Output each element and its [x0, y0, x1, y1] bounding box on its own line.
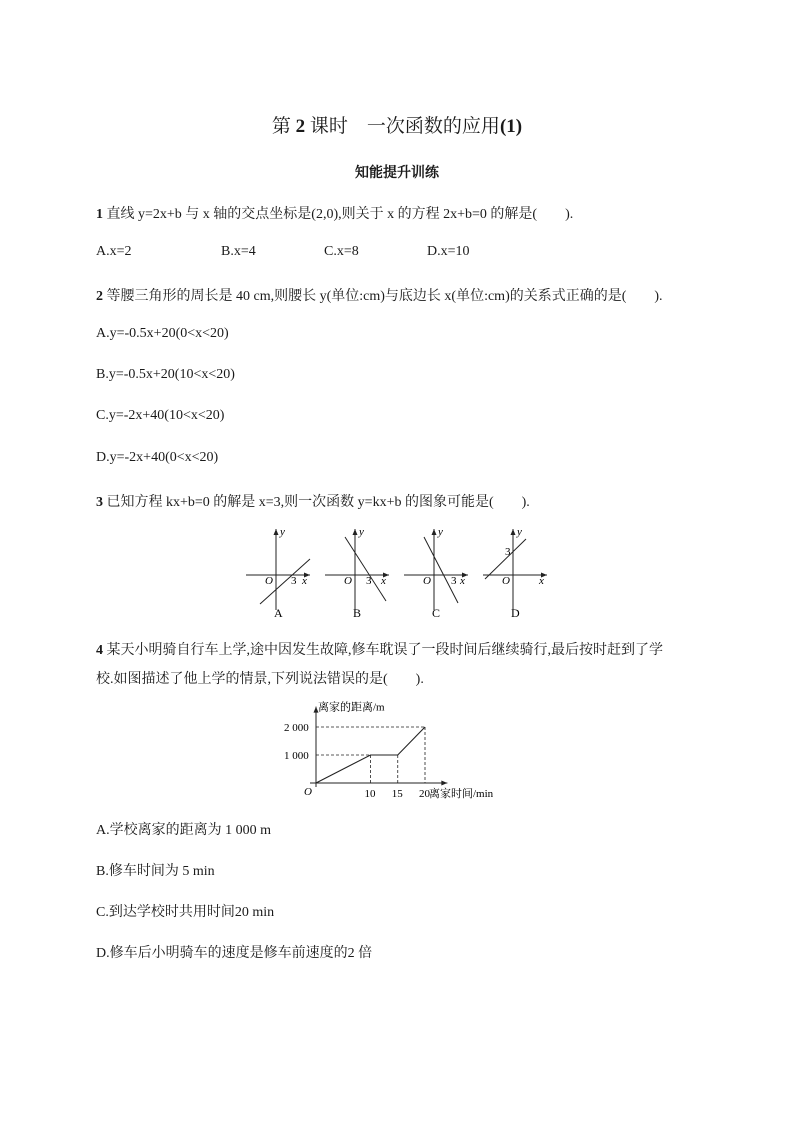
graph-label: C	[432, 606, 441, 620]
x-axis-label: x	[302, 575, 307, 587]
y-tick-label: 2 000	[284, 722, 309, 734]
q1-option-a: A.x=2	[96, 244, 132, 259]
question-stem-line-1: 某天小明骑自行车上学,途中因发生故障,修车耽误了一段时间后继续骑行,最后按时赶到了学	[106, 643, 663, 658]
graph-label: B	[353, 606, 362, 620]
y-axis-label: y	[359, 526, 364, 538]
q4-option-c: C.到达学校时共用时间20 min	[96, 905, 275, 920]
graph-label: A	[274, 606, 283, 620]
title-part: (1)	[499, 116, 523, 137]
origin-label: O	[502, 575, 510, 587]
q3-graph-b	[325, 526, 389, 620]
graph-label: D	[511, 606, 520, 620]
question-stem-line-2: 校.如图描述了他上学的情景,下列说法错误的是( ).	[96, 672, 424, 687]
tick-label: 3	[366, 575, 372, 587]
y-tick-label: 1 000	[284, 750, 309, 762]
x-axis-label: x	[381, 575, 386, 587]
origin-label: O	[304, 786, 312, 798]
question-4	[96, 639, 663, 659]
question-number: 3	[96, 495, 103, 510]
q4-option-d: D.修车后小明骑车的速度是修车前速度的2 倍	[96, 946, 373, 961]
title-text: 课时 一次函数的应用	[305, 116, 500, 137]
question-3	[96, 491, 530, 511]
title-prefix: 第	[271, 116, 296, 137]
x-tick-label: 20	[419, 788, 430, 800]
q1-option-c: C.x=8	[324, 244, 359, 259]
tick-label: 3	[505, 546, 511, 558]
origin-label: O	[344, 575, 352, 587]
q4-option-a: A.学校离家的距离为 1 000 m	[96, 823, 271, 838]
chart-labels	[284, 700, 494, 800]
page-title	[0, 111, 794, 138]
question-number: 4	[96, 643, 103, 658]
question-number: 1	[96, 207, 103, 222]
q2-option-c: C.y=-2x+40(10<x<20)	[96, 408, 225, 423]
y-axis-label: y	[438, 526, 443, 538]
x-axis-label: x	[460, 575, 465, 587]
question-4-cont	[96, 668, 424, 688]
y-axis-label: y	[517, 526, 522, 538]
origin-label: O	[423, 575, 431, 587]
question-number: 2	[96, 289, 103, 304]
y-axis-label: y	[280, 526, 285, 538]
y-axis-title: 离家的距离/m	[318, 701, 385, 714]
q1-option-b: B.x=4	[221, 244, 256, 259]
section-heading: 知能提升训练	[355, 166, 439, 181]
x-tick-label: 15	[391, 788, 403, 800]
x-axis-label: x	[539, 575, 544, 587]
tick-label: 3	[451, 575, 457, 587]
origin-label: O	[265, 575, 273, 587]
q3-graph-d	[483, 526, 547, 620]
title-number: 2	[295, 116, 306, 137]
question-1	[96, 203, 573, 223]
q2-option-a: A.y=-0.5x+20(0<x<20)	[96, 326, 229, 341]
tick-label: 3	[291, 575, 297, 587]
x-axis-title: 离家时间/min	[429, 788, 494, 800]
q3-graph-c	[404, 526, 468, 620]
q3-graph-set	[240, 525, 560, 625]
q2-option-b: B.y=-0.5x+20(10<x<20)	[96, 367, 235, 382]
q2-option-d: D.y=-2x+40(0<x<20)	[96, 450, 219, 465]
q4-option-b: B.修车时间为 5 min	[96, 864, 215, 879]
x-axis-arrow	[441, 781, 447, 786]
question-stem: 直线 y=2x+b 与 x 轴的交点坐标是(2,0),则关于 x 的方程 2x+b=0 的解是( ).	[106, 207, 574, 222]
q1-option-d: D.x=10	[427, 244, 470, 259]
x-tick-label: 10	[364, 788, 376, 800]
question-2	[96, 285, 663, 305]
q4-distance-time-chart	[280, 700, 520, 804]
question-stem: 已知方程 kx+b=0 的解是 x=3,则一次函数 y=kx+b 的图象可能是( ).	[106, 495, 530, 510]
q3-graph-a	[246, 526, 310, 620]
question-stem: 等腰三角形的周长是 40 cm,则腰长 y(单位:cm)与底边长 x(单位:cm)的关系式正确的是( ).	[106, 289, 663, 304]
